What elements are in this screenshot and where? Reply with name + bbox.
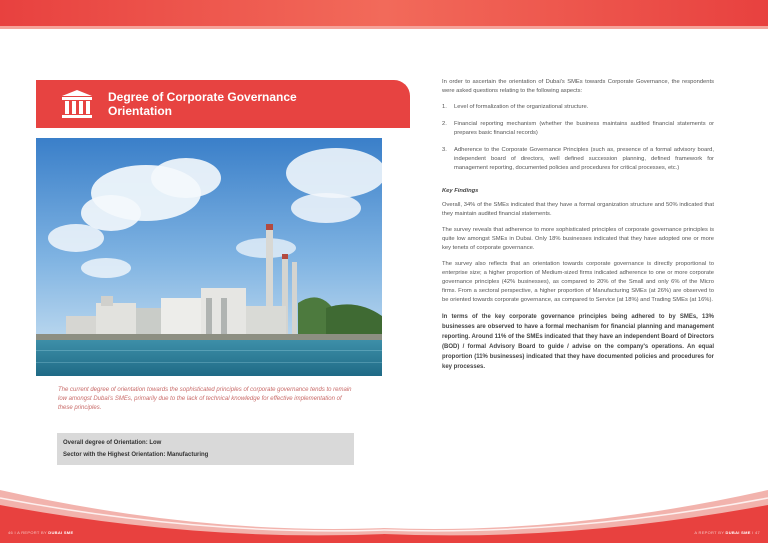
page-number-right: I 47 xyxy=(752,530,760,535)
footer-right xyxy=(694,530,760,535)
footer-swoosh xyxy=(0,470,768,543)
page-title xyxy=(108,90,297,118)
section-title-box xyxy=(36,80,410,128)
list-number: 3. xyxy=(442,147,447,153)
page-number-left: 46 xyxy=(8,530,14,535)
findings-paragraph-4: In terms of the key corporate governance principles being adhered to by SMEs, 13% businesses are observed to have a formal mechanism for financial planning and management reporting. Around 11% of the SMEs indicated that they have an independent Board of Directors (BOD) / formal Advisory Board to guide / advise on the company's operations. An equal proportion (11% businesses) indicated that they have documented policies and procedures for key processes. xyxy=(442,314,714,370)
top-band xyxy=(0,0,768,26)
list-item xyxy=(442,120,714,138)
pull-quote: The current degree of orientation towards the sophisticated principles of corporate governance tends to remain low amongst Dubai's SMEs, primarily due to the lack of technical knowledge for effective implementation of these principles. xyxy=(58,387,352,411)
footer-left xyxy=(8,530,73,535)
power-plant-photo xyxy=(36,138,382,376)
findings-paragraph-2: The survey reveals that adherence to more sophisticated principles of corporate governance principles is quite low amongst SMEs in Dubai. Only 18% businesses indicated that they have adopted one or more key tenets of corporate governance. xyxy=(442,227,714,251)
list-text: Financial reporting mechanism (whether the business maintains audited financial statements or prepares basic financial records) xyxy=(454,121,714,136)
list-item xyxy=(442,146,714,173)
intro-paragraph: In order to ascertain the orientation of Dubai's SMEs towards Corporate Governance, the respondents were asked questions relating to the following aspects: xyxy=(442,79,714,94)
footer-right-text: A REPORT BY xyxy=(694,530,725,535)
findings-paragraph-3: The survey also reflects that an orientation towards corporate governance is directly proportional to enterprise size; a higher proportion of Medium-sized firms indicated adherence to one or more corporate governance principles (42% businesses), as compared to 20% of the Small and only 6% of the Micro firms. From a sectoral perspective, a higher proportion of Manufacturing SMEs (at 26%) are observed to be oriented towards corporate governance, as compared to Service (at 18%) and Trading SMEs (at 16%). xyxy=(442,261,714,303)
key-findings-heading: Key Findings xyxy=(442,188,479,194)
findings-paragraph-1: Overall, 34% of the SMEs indicated that they have a formal organization structure and 50% indicated that they maintain audited financial statements. xyxy=(442,202,714,217)
list-text: Level of formalization of the organizational structure. xyxy=(454,104,589,110)
title-line-1: Degree of Corporate Governance xyxy=(108,90,297,104)
list-number: 2. xyxy=(442,121,447,127)
summary-sector: Sector with the Highest Orientation: Manufacturing xyxy=(63,452,209,458)
institution-pillars-icon xyxy=(60,88,94,120)
footer-right-brand: DUBAI SME xyxy=(725,530,751,535)
summary-overall: Overall degree of Orientation: Low xyxy=(63,440,162,446)
footer-left-text: I A REPORT BY xyxy=(14,530,47,535)
list-text: Adherence to the Corporate Governance Principles (such as, presence of a formal advisory board, independent board of directors, well defined succession planning, defined framework for management reporting, documented policies and procedures for critical processes, etc.) xyxy=(454,147,714,171)
list-number: 1. xyxy=(442,104,447,110)
summary-box xyxy=(57,433,354,465)
title-line-2: Orientation xyxy=(108,104,173,118)
body-text-column xyxy=(442,78,714,379)
list-item xyxy=(442,103,714,112)
footer-left-brand: DUBAI SME xyxy=(48,530,74,535)
